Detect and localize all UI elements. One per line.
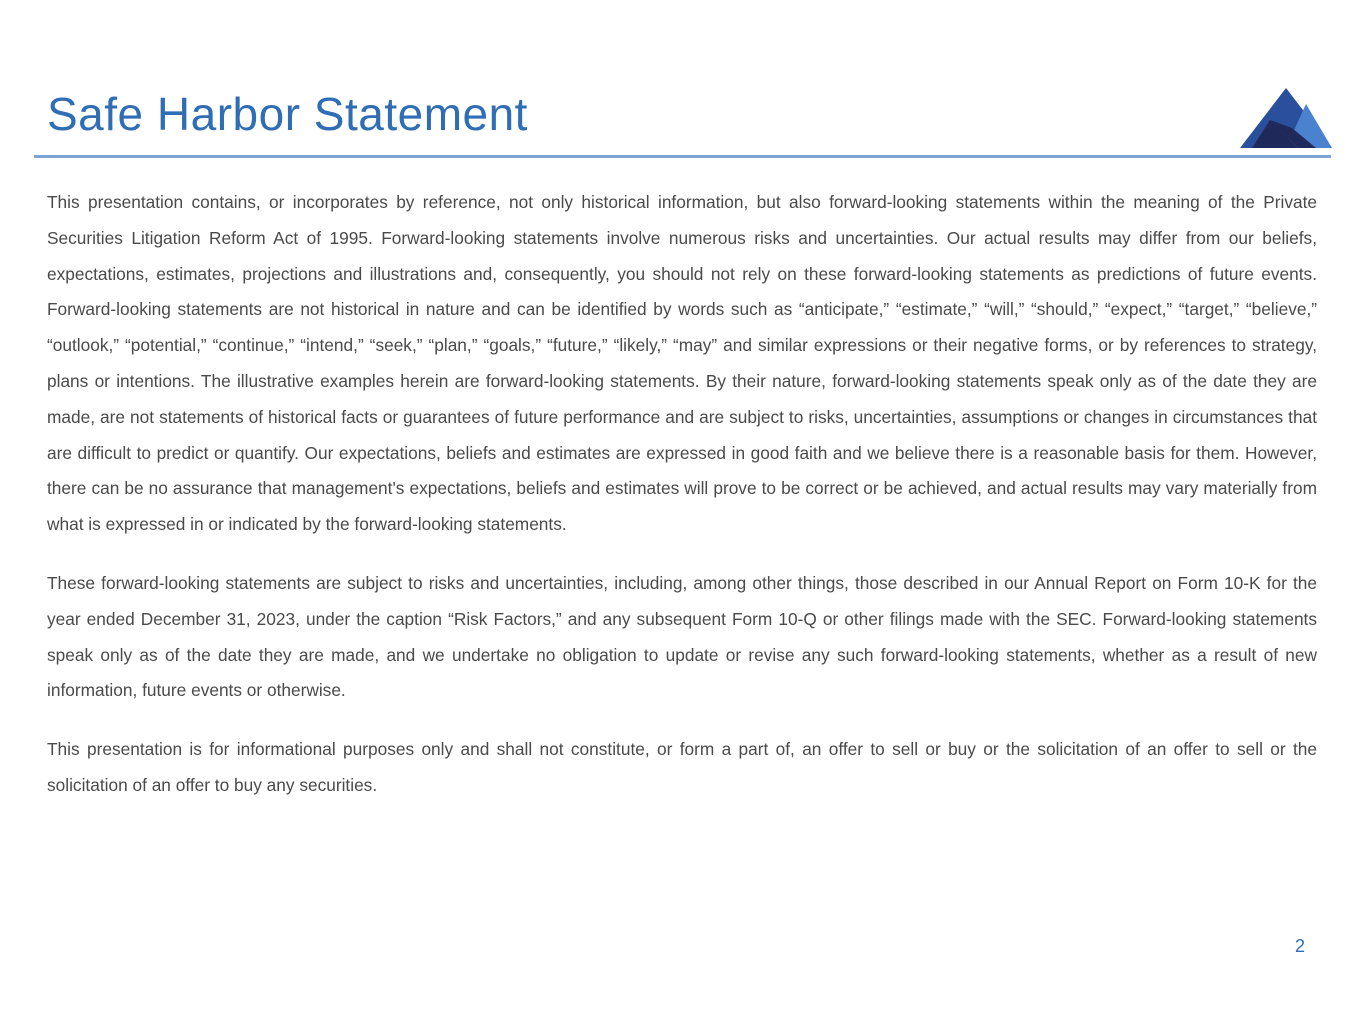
page-number: 2 [1294, 936, 1305, 956]
page-title: Safe Harbor Statement [47, 88, 528, 140]
safe-harbor-body [47, 185, 1317, 827]
paragraph-risks: These forward-looking statements are subject to risks and uncertainties, including, among other things, those described in our Annual Report on Form 10-K for the year ended December 31, 2023, under the caption “Risk Factors,” and any subsequent Form 10-Q or other filings made with the SEC. Forward-looking statements speak only as of the date they are made, and we undertake no obligation to update or revise any such forward-looking statements, whether as a result of new information, future events or otherwise. [47, 572, 1317, 701]
mountain-logo-icon [1236, 88, 1332, 148]
paragraph-informational: This presentation is for informational purposes only and shall not constitute, or form a part of, an offer to sell or buy or the solicitation of an offer to sell or the solicitation of an offer to buy any securities. [47, 739, 1317, 795]
paragraph-forward-looking: This presentation contains, or incorporates by reference, not only historical information, but also forward-looking statements within the meaning of the Private Securities Litigation Reform Act of 1995. Forward-looking statements involve numerous risks and uncertainties. Our actual results may differ from our beliefs, expectations, estimates, projections and illustrations and, consequently, you should not rely on these forward-looking statements as predictions of future events. Forward-looking statements are not historical in nature and can be identified by words such as “anticipate,” “estimate,” “will,” “should,” “expect,” “target,” “believe,” “outlook,” “potential,” “continue,” “intend,” “seek,” “plan,” “goals,” “future,” “likely,” “may” and similar expressions or their negative forms, or by references to strategy, plans or intentions. The illustrative examples herein are forward-looking statements. By their nature, forward-looking statements speak only as of the date they are made, are not statements of historical facts or guarantees of future performance and are subject to risks, uncertainties, assumptions or changes in circumstances that are difficult to predict or quantify. Our expectations, beliefs and estimates are expressed in good faith and we believe there is a reasonable basis for them. However, there can be no assurance that management's expectations, beliefs and estimates will prove to be correct or be achieved, and actual results may vary materially from what is expressed in or indicated by the forward-looking statements. [47, 192, 1317, 535]
title-divider [34, 155, 1331, 158]
